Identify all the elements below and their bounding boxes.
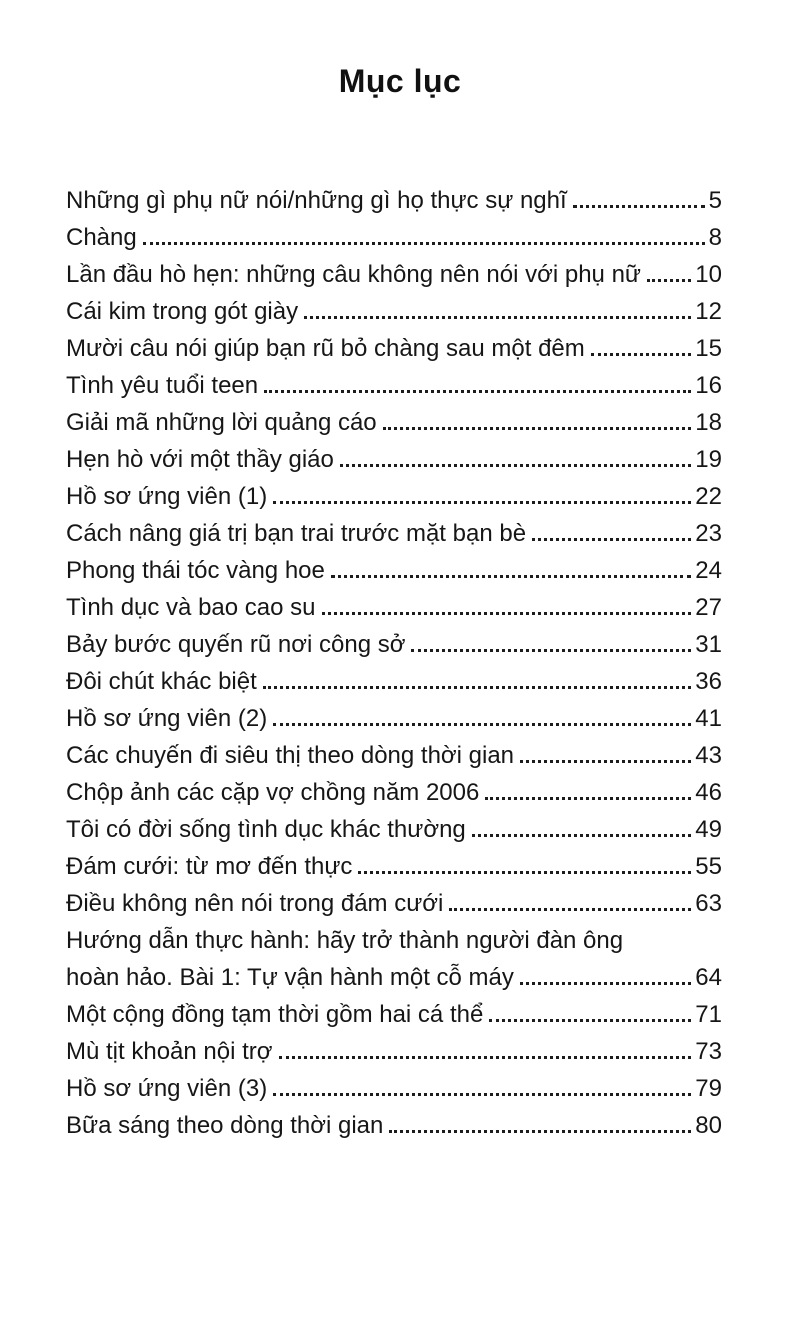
toc-entry — [66, 478, 722, 515]
dot-leader — [279, 1056, 692, 1059]
dot-leader — [263, 686, 692, 689]
toc-entry — [66, 330, 722, 367]
toc-entry-title: Giải mã những lời quảng cáo — [66, 409, 377, 436]
dot-leader — [520, 760, 691, 763]
page-title: Mục lục — [338, 63, 462, 99]
toc-entry-page: 23 — [695, 520, 722, 547]
toc-entry-title: Tình yêu tuổi teen — [66, 372, 259, 399]
toc-entry-page: 16 — [695, 372, 722, 399]
toc-entry-page: 36 — [695, 668, 722, 695]
toc-entry — [66, 182, 722, 219]
toc-entry — [66, 885, 722, 922]
toc-entry-page: 71 — [695, 1001, 722, 1028]
dot-leader — [273, 1093, 691, 1096]
dot-leader — [340, 464, 691, 467]
toc-entry-title: Tình dục và bao cao su — [66, 594, 316, 621]
toc-entry — [66, 663, 722, 700]
toc-entry-title: Chàng — [66, 224, 137, 251]
dot-leader — [449, 908, 691, 911]
toc-list — [66, 182, 722, 1144]
toc-entry-page: 80 — [695, 1112, 722, 1139]
toc-entry — [66, 700, 722, 737]
dot-leader — [331, 575, 691, 578]
toc-entry-title: Cái kim trong gót giày — [66, 298, 299, 325]
toc-entry-title: Hồ sơ ứng viên (2) — [66, 705, 268, 732]
dot-leader — [143, 242, 705, 245]
dot-leader — [273, 723, 691, 726]
toc-entry-title: Hướng dẫn thực hành: hãy trở thành người đàn ông — [66, 927, 624, 954]
toc-entry-page: 43 — [695, 742, 722, 769]
toc-entry-title: Hẹn hò với một thầy giáo — [66, 446, 334, 473]
toc-entry-page: 15 — [695, 335, 722, 362]
dot-leader — [304, 316, 691, 319]
toc-entry-page: 64 — [695, 964, 722, 991]
toc-entry-title: Hồ sơ ứng viên (3) — [66, 1075, 268, 1102]
toc-entry-title: Đám cưới: từ mơ đến thực — [66, 853, 353, 880]
toc-entry-page: 8 — [708, 224, 722, 251]
toc-entry-page: 41 — [695, 705, 722, 732]
toc-entry-page: 55 — [695, 853, 722, 880]
toc-entry-page: 18 — [695, 409, 722, 436]
dot-leader — [383, 427, 692, 430]
toc-entry-page: 22 — [695, 483, 722, 510]
toc-entry — [66, 848, 722, 885]
toc-entry — [66, 293, 722, 330]
toc-entry-title: Lần đầu hò hẹn: những câu không nên nói với phụ nữ — [66, 261, 641, 288]
toc-entry-title: Các chuyến đi siêu thị theo dòng thời gian — [66, 742, 515, 769]
dot-leader — [322, 612, 692, 615]
dot-leader — [358, 871, 691, 874]
dot-leader — [264, 390, 691, 393]
dot-leader — [485, 797, 691, 800]
toc-entry-page: 46 — [695, 779, 722, 806]
toc-entry-title: Bữa sáng theo dòng thời gian — [66, 1112, 384, 1139]
toc-entry-page: 24 — [695, 557, 722, 584]
toc-entry-page: 79 — [695, 1075, 722, 1102]
toc-entry-title: Điều không nên nói trong đám cưới — [66, 890, 444, 917]
toc-entry-page: 27 — [695, 594, 722, 621]
dot-leader — [591, 353, 692, 356]
toc-entry — [66, 774, 722, 811]
toc-entry-title: Mù tịt khoản nội trợ — [66, 1038, 273, 1065]
dot-leader — [389, 1130, 691, 1133]
toc-entry-page: 63 — [695, 890, 722, 917]
toc-entry — [66, 737, 722, 774]
toc-entry — [66, 515, 722, 552]
dot-leader — [411, 649, 691, 652]
dot-leader — [520, 982, 691, 985]
toc-entry-page: 73 — [695, 1038, 722, 1065]
toc-entry — [66, 589, 722, 626]
dot-leader — [489, 1019, 691, 1022]
toc-entry-title: Bảy bước quyến rũ nơi công sở — [66, 631, 406, 658]
toc-entry-title: Đôi chút khác biệt — [66, 668, 257, 695]
toc-entry — [66, 1107, 722, 1144]
toc-entry-page: 31 — [695, 631, 722, 658]
toc-entry — [66, 626, 722, 663]
toc-entry — [66, 922, 722, 959]
toc-entry-page: 5 — [708, 187, 722, 214]
toc-entry — [66, 552, 722, 589]
toc-entry-page: 49 — [695, 816, 722, 843]
toc-entry-title: hoàn hảo. Bài 1: Tự vận hành một cỗ máy — [66, 964, 514, 991]
toc-entry-page: 12 — [695, 298, 722, 325]
toc-entry — [66, 219, 722, 256]
toc-entry-title: Cách nâng giá trị bạn trai trước mặt bạn bè — [66, 520, 527, 547]
toc-entry-page: 10 — [695, 261, 722, 288]
dot-leader — [472, 834, 692, 837]
toc-entry-title: Một cộng đồng tạm thời gồm hai cá thể — [66, 1001, 484, 1028]
toc-entry-title: Hồ sơ ứng viên (1) — [66, 483, 268, 510]
toc-entry-title: Tôi có đời sống tình dục khác thường — [66, 816, 466, 843]
toc-entry — [66, 404, 722, 441]
toc-entry — [66, 256, 722, 293]
toc-entry-title: Những gì phụ nữ nói/những gì họ thực sự nghĩ — [66, 187, 567, 214]
toc-entry-title: Mười câu nói giúp bạn rũ bỏ chàng sau một đêm — [66, 335, 585, 362]
toc-entry — [66, 1033, 722, 1070]
dot-leader — [573, 205, 705, 208]
dot-leader — [532, 538, 691, 541]
toc-entry — [66, 959, 722, 996]
toc-entry-title: Chộp ảnh các cặp vợ chồng năm 2006 — [66, 779, 480, 806]
dot-leader — [647, 279, 691, 282]
toc-entry — [66, 367, 722, 404]
dot-leader — [273, 501, 691, 504]
toc-entry-title: Phong thái tóc vàng hoe — [66, 557, 325, 584]
toc-entry — [66, 1070, 722, 1107]
toc-entry — [66, 996, 722, 1033]
toc-entry-page: 19 — [695, 446, 722, 473]
toc-entry — [66, 441, 722, 478]
toc-entry — [66, 811, 722, 848]
